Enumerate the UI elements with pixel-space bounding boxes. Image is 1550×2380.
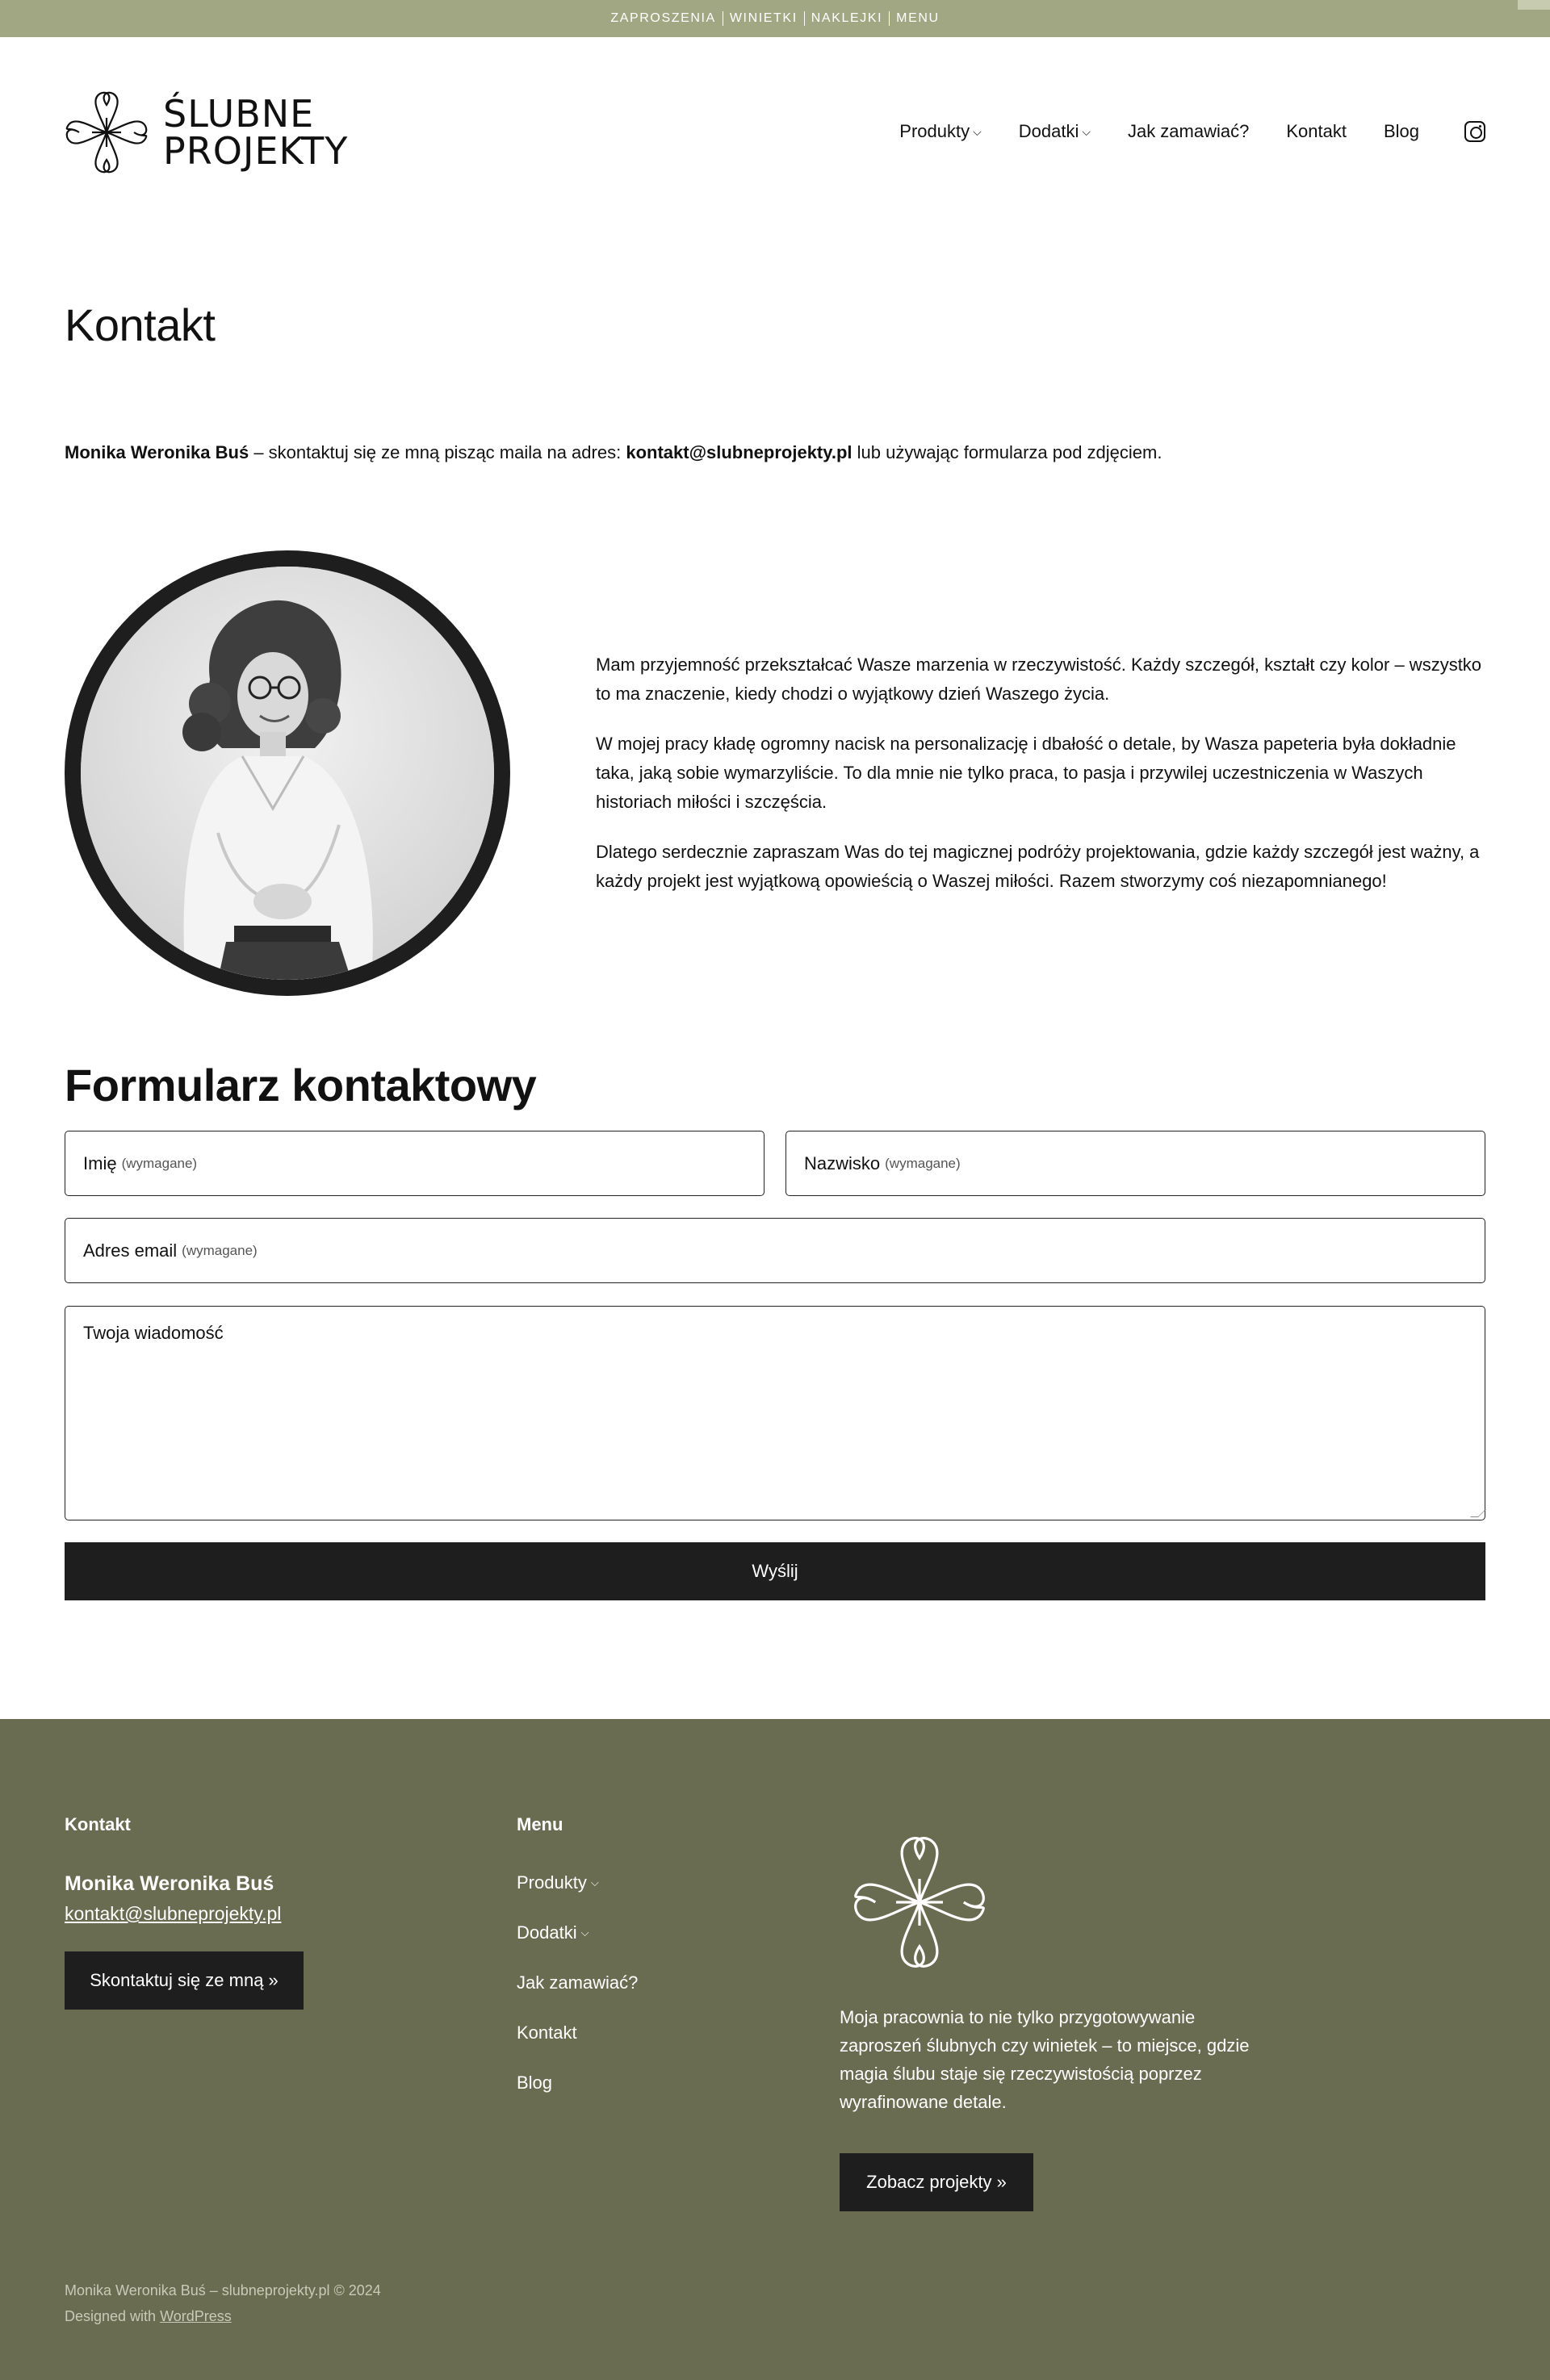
nav-item-dodatki[interactable]	[1019, 121, 1091, 142]
chevron-down-icon: ⌵	[580, 1926, 589, 1939]
footer-menu-label: Kontakt	[517, 2022, 577, 2043]
email-field[interactable]	[65, 1218, 1485, 1283]
site-footer	[0, 1719, 1550, 2380]
intro-text	[65, 442, 1162, 463]
nav-item-label: Produkty	[899, 121, 970, 141]
footer-menu-item-dodatki[interactable]	[517, 1922, 589, 1943]
corner-decoration	[1518, 0, 1550, 10]
top-link-winietki[interactable]: WINIETKI	[729, 11, 798, 25]
nav-item-blog[interactable]	[1384, 121, 1419, 142]
first-name-field[interactable]	[65, 1131, 765, 1196]
footer-menu-label: Blog	[517, 2073, 553, 2093]
required-note: (wymagane)	[182, 1242, 258, 1258]
footer-menu-item-kontakt[interactable]	[517, 2022, 577, 2043]
nav-item-label: Dodatki	[1018, 121, 1079, 141]
designed-with-text: Designed with	[65, 2308, 161, 2324]
nav-item-label: Blog	[1383, 121, 1419, 141]
top-bar	[0, 0, 1550, 37]
nav-item-label: Jak zamawiać?	[1127, 121, 1250, 141]
intro-end: lub używając formularza pod zdjęciem.	[852, 442, 1162, 462]
message-placeholder: Twoja wiadomość	[83, 1323, 224, 1343]
site-logo[interactable]	[65, 89, 348, 176]
nav-item-label: Kontakt	[1286, 121, 1347, 141]
intro-email[interactable]: kontakt@slubneprojekty.pl	[626, 442, 852, 462]
top-link-menu[interactable]: MENU	[896, 11, 940, 25]
footer-contact-name: Monika Weronika Buś	[65, 1872, 274, 1895]
site-header	[65, 81, 1485, 186]
submit-button[interactable]: Wyślij	[65, 1542, 1485, 1600]
email-label: Adres email	[83, 1240, 178, 1261]
first-name-label: Imię	[83, 1152, 117, 1173]
about-paragraph: Mam przyjemność przekształcać Wasze marzenia w rzeczywistość. Każdy szczegół, kształt czy kolor – wszystko to ma znaczenie, kiedy chodzi o wyjątkowy dzień Waszego życia.	[596, 655, 1482, 704]
footer-menu-item-blog[interactable]	[517, 2073, 552, 2093]
footer-description: Moja pracownia to nie tylko przygotowywanie zaproszeń ślubnych czy winietek – to miejsce, gdzie magia ślubu staje się rzeczywistością poprzez wyrafinowane detale.	[840, 2007, 1250, 2112]
top-link-naklejki[interactable]: NAKLEJKI	[811, 11, 883, 25]
intro-mid: – skontaktuj się ze mną pisząc maila na adres:	[249, 442, 626, 462]
about-paragraph: W mojej pracy kładę ogromny nacisk na personalizację i dbałość o detale, by Wasza papeteria była dokładnie taka, jaką sobie wymarzyliście. To dla mnie nie tylko praca, to pasja i przywilej uczestniczenia w Waszych historiach miłości i szczęścia.	[596, 734, 1456, 812]
top-bar-links	[610, 11, 939, 26]
contact-me-button[interactable]: Skontaktuj się ze mną »	[65, 1951, 304, 2010]
required-note: (wymagane)	[121, 1155, 198, 1171]
copyright-text: Monika Weronika Buś – slubneprojekty.pl © 2024	[65, 2282, 381, 2298]
chevron-down-icon: ⌵	[590, 1876, 599, 1889]
message-textarea[interactable]	[65, 1306, 1485, 1520]
footer-contact-email[interactable]: kontakt@slubneprojekty.pl	[65, 1903, 282, 1924]
nav-item-produkty[interactable]	[899, 121, 981, 142]
footer-menu-label: Dodatki	[517, 1922, 577, 1943]
footer-menu-label: Produkty	[517, 1872, 587, 1893]
see-projects-button[interactable]: Zobacz projekty »	[840, 2153, 1033, 2211]
about-paragraph: Dlatego serdecznie zapraszam Was do tej magicznej podróży projektowania, gdzie każdy szczegół jest ważny, a każdy projekt jest wyjątkową opowieścią o Waszej miłości. Razem stworzymy coś niezapomnianego!	[596, 842, 1480, 891]
portrait-frame	[65, 550, 510, 996]
instagram-icon[interactable]	[1464, 121, 1485, 142]
footer-menu-item-jak-zamawiac[interactable]	[517, 1972, 638, 1993]
required-note: (wymagane)	[885, 1155, 961, 1171]
last-name-field[interactable]	[785, 1131, 1485, 1196]
chevron-down-icon: ⌵	[973, 124, 982, 138]
footer-menu-item-produkty[interactable]	[517, 1872, 599, 1893]
footer-menu-title: Menu	[517, 1814, 563, 1834]
about-text	[596, 650, 1492, 917]
intro-name: Monika Weronika Buś	[65, 442, 249, 462]
footer-menu-label: Jak zamawiać?	[517, 1972, 639, 1993]
divider	[804, 11, 805, 26]
logo-line-2: PROJEKTY	[163, 129, 349, 173]
clover-logo-icon	[65, 89, 149, 176]
portrait-illustration	[81, 567, 494, 980]
logo-text	[163, 92, 349, 173]
portrait-photo	[81, 567, 494, 980]
nav-item-jak-zamawiac[interactable]	[1128, 121, 1249, 142]
footer-contact-title: Kontakt	[65, 1814, 131, 1834]
chevron-down-icon: ⌵	[1082, 124, 1091, 138]
designed-with	[65, 2303, 381, 2329]
footer-clover-icon	[851, 1832, 988, 1972]
divider	[889, 11, 890, 26]
wordpress-link[interactable]: WordPress	[160, 2308, 232, 2324]
footer-copyright	[65, 2278, 381, 2329]
top-link-zaproszenia[interactable]: ZAPROSZENIA	[610, 11, 716, 25]
last-name-label: Nazwisko	[804, 1152, 881, 1173]
form-title: Formularz kontaktowy	[65, 1060, 537, 1111]
logo-line-1: ŚLUBNE	[163, 92, 315, 136]
nav-item-kontakt[interactable]	[1286, 121, 1347, 142]
main-nav	[862, 121, 1485, 142]
page-title: Kontakt	[65, 299, 216, 350]
resize-handle-icon[interactable]	[1470, 1509, 1486, 1517]
